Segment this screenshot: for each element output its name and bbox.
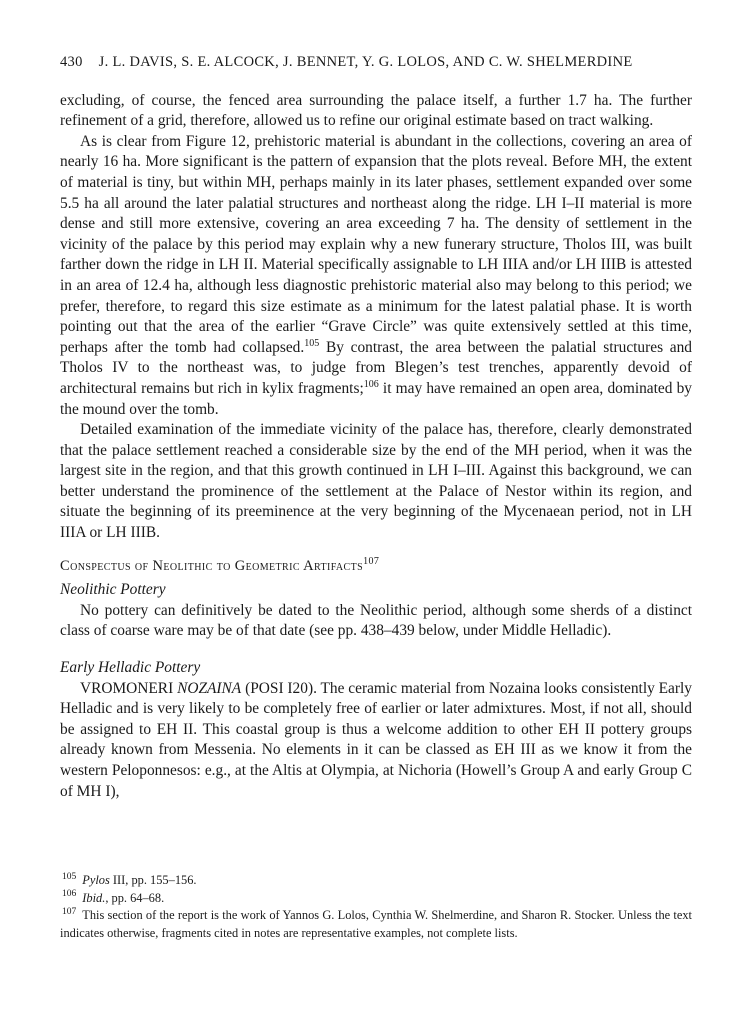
subheading-early-helladic: Early Helladic Pottery bbox=[60, 659, 201, 677]
footnote-text: This section of the report is the work of Yannos G. Lolos, Cynthia W. Shelmerdine, and Sharon R. Stocker. Unless the text indicates otherwise, fragments cited in notes are representative examples, not complete lists. bbox=[60, 908, 692, 940]
footnote-ref-title: Ibid. bbox=[82, 890, 106, 905]
page-number: 430 bbox=[60, 54, 83, 70]
paragraph-2 bbox=[60, 132, 692, 420]
footnotes bbox=[60, 872, 692, 942]
footnote-number: 106 bbox=[62, 889, 77, 900]
footnote-ref-title: Pylos bbox=[82, 873, 110, 887]
site-name: VROMONERI bbox=[80, 679, 178, 697]
footnote-number: 105 bbox=[62, 871, 77, 882]
paragraph-2-text-b: By contrast, the area between the palatial structures and Tholos IV to the northeast was, to judge from Blegen’s test trenches, apparently devoid of architectural remains but rich in kylix fragments; bbox=[60, 338, 692, 397]
site-name-italic: NOZAINA bbox=[177, 679, 242, 697]
footnote-ref-105[interactable]: 105 bbox=[304, 337, 320, 349]
paragraph-5 bbox=[60, 679, 692, 803]
paragraph-4: No pottery can definitively be dated to the Neolithic period, although some sherds of a distinct class of coarse ware may be of that date (see pp. 438–439 below, under Middle Helladic). bbox=[60, 601, 692, 640]
author-line: J. L. DAVIS, S. E. ALCOCK, J. BENNET, Y. G. LOLOS, AND C. W. SHELMERDINE bbox=[98, 54, 633, 70]
subheading-neolithic: Neolithic Pottery bbox=[60, 581, 166, 599]
footnote-number: 107 bbox=[62, 906, 77, 917]
paragraph-5-text: (POSI I20). The ceramic material from Nozaina looks consistently Early Helladic and is very likely to be completely free of earlier or later admixtures. Most, if not all, should be assigned to EH II. This coastal group is thus a welcome addition to other EH II pottery groups already known from Messenia. No elements in it can be classed as EH III as we know it from the western Peloponnesos: e.g., at the Altis at Olympia, at Nichoria (Howell’s Group A and early Group C of MH I), bbox=[60, 679, 692, 800]
paragraph-1: excluding, of course, the fenced area surrounding the palace itself, a further 1.7 ha. The further refinement of a grid, therefore, allowed us to refine our original estimate based on tract walking. bbox=[60, 91, 692, 130]
section-heading bbox=[60, 556, 692, 577]
page bbox=[60, 52, 692, 940]
section-heading-text: Conspectus of Neolithic to Geometric Artifacts bbox=[60, 557, 364, 574]
footnote-ref-107[interactable]: 107 bbox=[363, 555, 380, 567]
footnote-ref-106[interactable]: 106 bbox=[363, 378, 379, 390]
footnote-text: III, pp. 155–156. bbox=[109, 873, 197, 887]
running-header bbox=[60, 52, 692, 73]
footnote-107 bbox=[60, 907, 692, 942]
footnote-106 bbox=[60, 890, 692, 908]
paragraph-3: Detailed examination of the immediate vicinity of the palace has, therefore, clearly demonstrated that the palace settlement reached a considerable size by the end of the MH period, when it was the largest site in the region, and that this growth continued in LH I–III. Against this background, we can better understand the prominence of the settlement at the Palace of Nestor within its region, and situate the beginning of its preeminence at the very beginning of the Mycenaean period, not in LH IIIA or LH IIIB. bbox=[60, 421, 692, 542]
paragraph-2-text-c: it may have remained an open area, dominated by the mound over the tomb. bbox=[60, 379, 692, 418]
footnote-text: , pp. 64–68. bbox=[105, 890, 165, 905]
paragraph-2-text-a: As is clear from Figure 12, prehistoric material is abundant in the collections, covering an area of nearly 16 ha. More significant is the pattern of expansion that the plots reveal. Before MH, the extent of material is tiny, but within MH, perhaps mainly in its later phases, settlement expanded over some 5.5 ha all around the later palatial structures and northeast along the ridge. LH I–II material is more dense and still more extensive, covering an area exceeding 7 ha. The density of settlement in the vicinity of the palace by this period may explain why a new funerary structure, Tholos III, was built farther down the ridge in LH II. Material specifically assignable to LH IIIA and/or LH IIIB is attested in an area of 12.4 ha, although less diagnostic prehistoric material also may belong to this period; we prefer, therefore, to regard this size estimate as a minimum for the latest palatial phase. It is worth pointing out that the area of the earlier “Grave Circle” was quite extensively settled at this time, perhaps after the tomb had collapsed. bbox=[60, 132, 692, 356]
footnote-105 bbox=[60, 872, 692, 890]
